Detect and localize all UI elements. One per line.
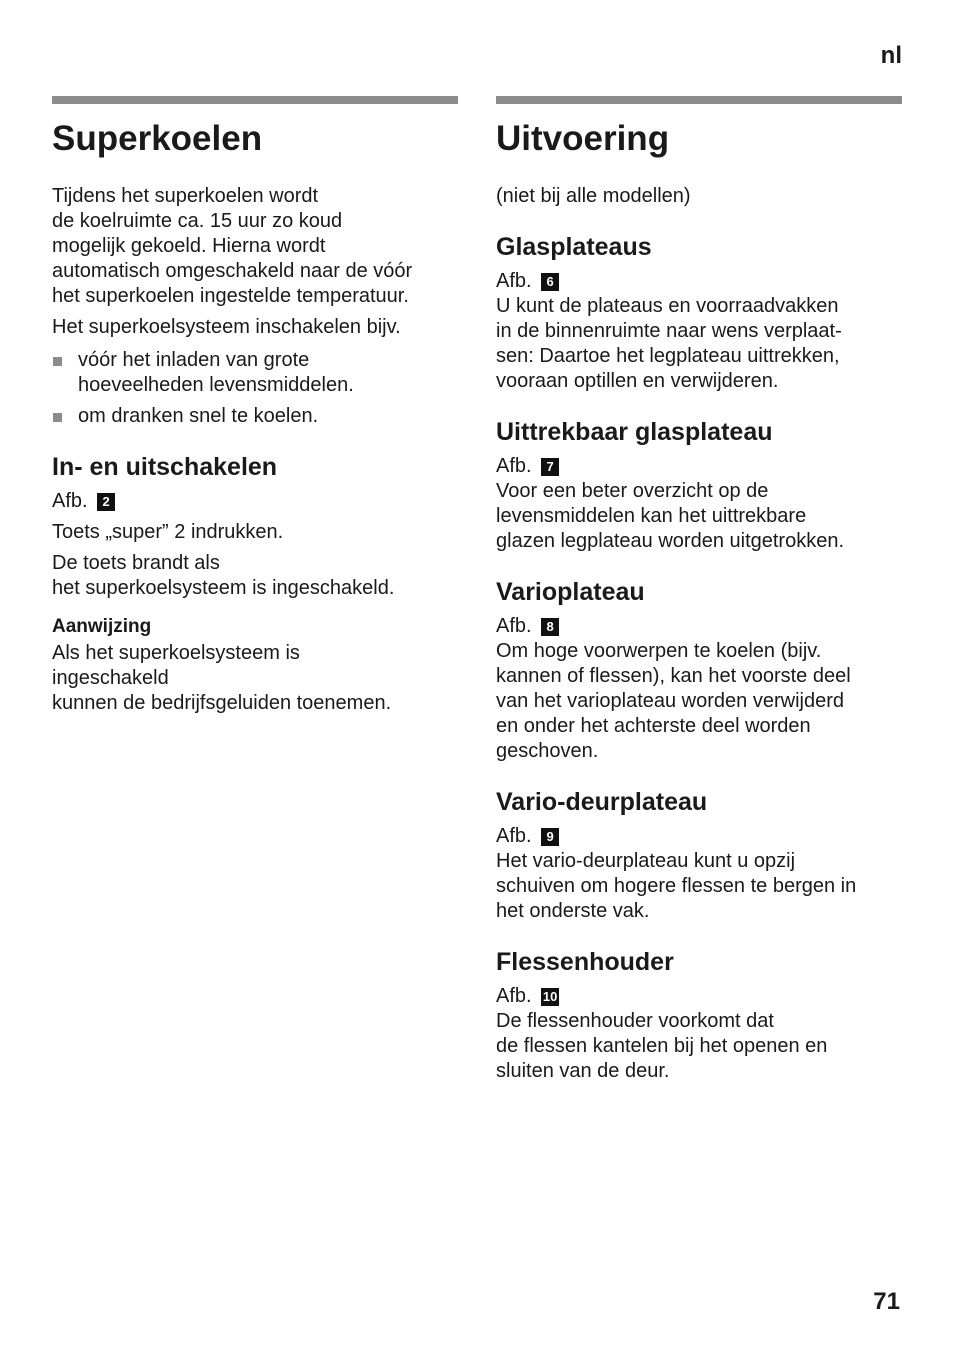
text-line: ingeschakeld <box>52 667 169 689</box>
figure-number-badge: 10 <box>542 989 558 1004</box>
figure-number-badge: 7 <box>541 458 559 476</box>
section-paragraph <box>496 294 902 394</box>
intro-paragraph <box>52 184 458 309</box>
figure-label: Afb. <box>496 455 532 477</box>
text-line: kunnen de bedrijfsgeluiden toenemen. <box>52 692 392 714</box>
section-rule <box>52 96 458 104</box>
page-number: 71 <box>873 1288 900 1315</box>
text-line: om dranken snel te koelen. <box>78 405 319 427</box>
section-title-superkoelen: Superkoelen <box>52 119 263 158</box>
figure-reference <box>496 454 902 479</box>
text-line: glazen legplateau worden uitgetrokken. <box>496 530 845 552</box>
section-subtitle: (niet bij alle modellen) <box>496 185 691 207</box>
figure-reference <box>52 489 458 514</box>
figure-number-badge: 9 <box>541 828 559 846</box>
text-line: levensmiddelen kan het uittrekbare <box>496 505 807 527</box>
section-title-uitvoering: Uitvoering <box>496 119 670 158</box>
text-line: Het vario-deurplateau kunt u opzij <box>496 850 796 872</box>
figure-label: Afb. <box>496 615 532 637</box>
figure-label: Afb. <box>496 270 532 292</box>
subsection-heading: In- en uitschakelen <box>52 453 278 481</box>
bullet-list <box>52 348 458 429</box>
text-line: U kunt de plateaus en voorraadvakken <box>496 295 839 317</box>
text-line: de koelruimte ca. 15 uur zo koud <box>52 210 343 232</box>
switch-on-text: Het superkoelsysteem inschakelen bijv. <box>52 316 401 338</box>
section-paragraph <box>496 639 902 764</box>
lit-paragraph <box>52 551 458 601</box>
text-line: Voor een beter overzicht op de <box>496 480 769 502</box>
list-item <box>52 404 458 429</box>
text-line: sluiten van de deur. <box>496 1060 670 1082</box>
subsection-heading: Flessenhouder <box>496 948 674 976</box>
figure-reference <box>496 269 902 294</box>
figure-number-badge: 8 <box>541 618 559 636</box>
section-paragraph <box>496 849 902 924</box>
text-line: mogelijk gekoeld. Hierna wordt <box>52 235 326 257</box>
figure-reference <box>496 824 902 849</box>
bullet-square-icon <box>53 413 62 422</box>
figure-label: Afb. <box>496 825 532 847</box>
text-line: vóór het inladen van grote <box>78 349 310 371</box>
note-heading: Aanwijzing <box>52 616 152 637</box>
section-paragraph <box>496 479 902 554</box>
text-line: in de binnenruimte naar wens verplaat- <box>496 320 842 342</box>
text-line: het superkoelsysteem is ingeschakeld. <box>52 577 395 599</box>
text-line: schuiven om hogere flessen te bergen in <box>496 875 857 897</box>
text-line: kannen of flessen), kan het voorste deel <box>496 665 851 687</box>
note-paragraph <box>52 641 458 716</box>
text-line: Tijdens het superkoelen wordt <box>52 185 319 207</box>
figure-label: Afb. <box>52 490 88 512</box>
figure-label: Afb. <box>496 985 532 1007</box>
section-rule <box>496 96 902 104</box>
text-line: sen: Daartoe het legplateau uittrekken, <box>496 345 840 367</box>
text-line: het superkoelen ingestelde temperatuur. <box>52 285 409 307</box>
language-code: nl <box>880 42 902 69</box>
section-paragraph <box>496 1009 902 1084</box>
text-line: geschoven. <box>496 740 599 762</box>
text-line: De toets brandt als <box>52 552 220 574</box>
text-line: vooraan optillen en verwijderen. <box>496 370 779 392</box>
right-column <box>496 96 902 1090</box>
left-column <box>52 96 458 722</box>
text-line: het onderste vak. <box>496 900 650 922</box>
figure-reference <box>496 614 902 639</box>
text-line: en onder het achterste deel worden <box>496 715 811 737</box>
figure-reference <box>496 984 902 1009</box>
text-line: De flessenhouder voorkomt dat <box>496 1010 774 1032</box>
press-instruction: Toets „super” 2 indrukken. <box>52 521 284 543</box>
text-line: de flessen kantelen bij het openen en <box>496 1035 828 1057</box>
subsection-heading: Varioplateau <box>496 578 645 606</box>
text-line: van het varioplateau worden verwijderd <box>496 690 844 712</box>
text-line: automatisch omgeschakeld naar de vóór <box>52 260 413 282</box>
figure-number-badge: 2 <box>97 493 115 511</box>
subsection-heading: Vario-deurplateau <box>496 788 708 816</box>
subsection-heading: Glasplateaus <box>496 233 652 261</box>
list-item <box>52 348 458 398</box>
subsection-heading: Uittrekbaar glasplateau <box>496 418 773 446</box>
bullet-square-icon <box>53 357 62 366</box>
figure-number-badge: 6 <box>541 273 559 291</box>
text-line: Als het superkoelsysteem is <box>52 642 300 664</box>
text-line: Om hoge voorwerpen te koelen (bijv. <box>496 640 822 662</box>
text-line: hoeveelheden levensmiddelen. <box>78 374 354 396</box>
